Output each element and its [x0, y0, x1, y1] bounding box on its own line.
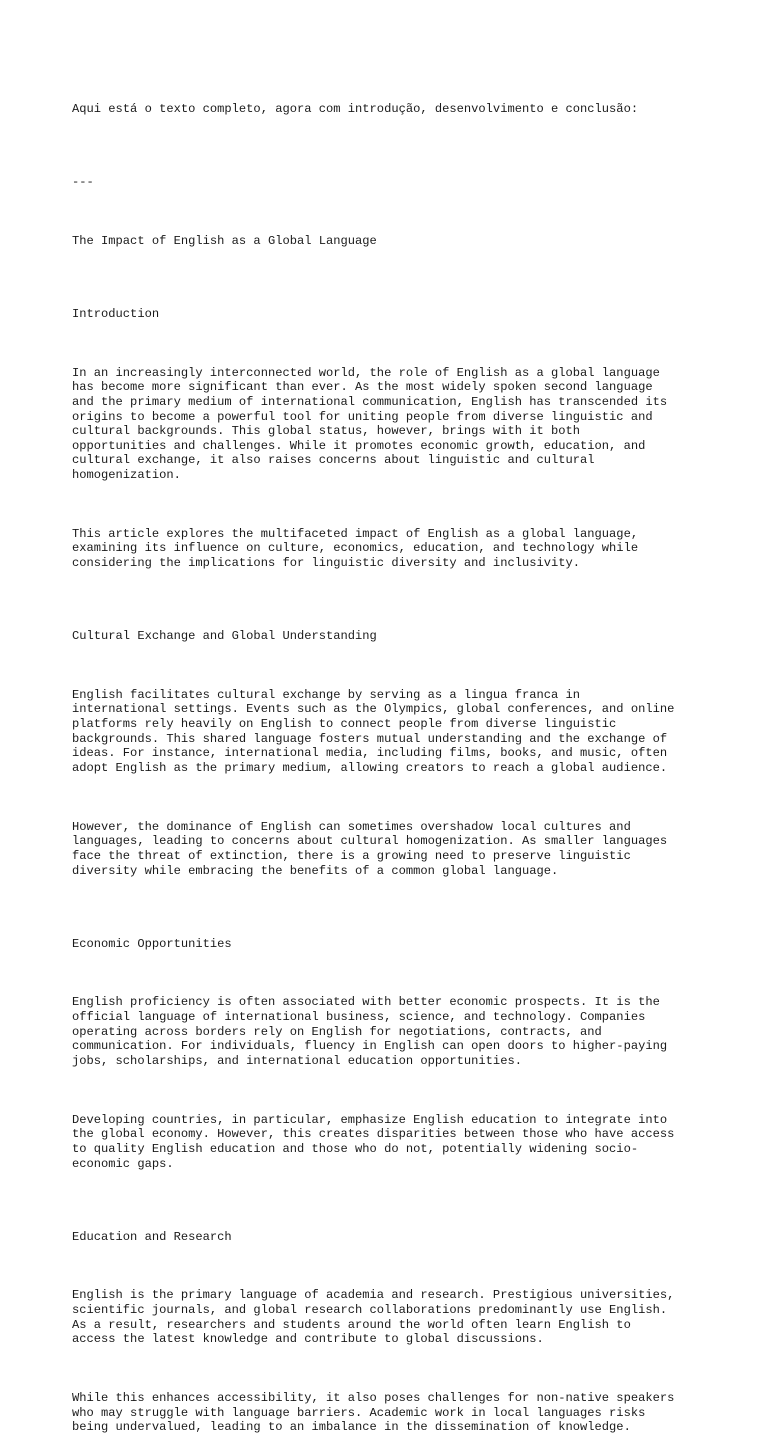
paragraph: This article explores the multifaceted impact of English as a global language, examining its influence on culture, economics, education, and technology while considering the implications for linguistic diversity and inclusivity. [72, 526, 639, 570]
section-heading-education-research: Education and Research [72, 1229, 232, 1244]
paragraph: English proficiency is often associated with better economic prospects. It is the official language of international business, science, and technology. Companies operating across borders rely on English for negotiations, contracts, and communication. For individuals, fluency in English can open doors to higher-paying jobs, scholarships, and international education opportunities. [72, 995, 668, 1068]
document-title: The Impact of English as a Global Language [72, 233, 377, 248]
separator: --- [72, 175, 94, 190]
paragraph: However, the dominance of English can sometimes overshadow local cultures and languages, leading to concerns about cultural homogenization. As smaller languages face the threat of extinction, there is a growing need to preserve linguistic diversity while embracing the benefits of a common global language. [72, 819, 668, 878]
document-page [72, 73, 712, 1449]
paragraph: While this enhances accessibility, it also poses challenges for non-native speakers who may struggle with language barriers. Academic work in local languages risks being undervalued, leading to an imbalance in the dissemination of knowledge. [72, 1390, 675, 1435]
paragraph: English is the primary language of academia and research. Prestigious universities, scientific journals, and global research collaborations predominantly use English. As a result, researchers and students around the world often learn English to access the latest knowledge and contribute to global discussions. [72, 1288, 675, 1347]
section-heading-introduction: Introduction [72, 306, 160, 321]
paragraph: Developing countries, in particular, emphasize English education to integrate into the global economy. However, this creates disparities between those who have access to quality English education and those who do not, potentially widening socio- economic gaps. [72, 1112, 675, 1171]
section-heading-economic-opportunities: Economic Opportunities [72, 936, 232, 951]
section-heading-cultural-exchange: Cultural Exchange and Global Understanding [72, 629, 377, 644]
paragraph: In an increasingly interconnected world, the role of English as a global language has become more significant than ever. As the most widely spoken second language and the primary medium of international communication, English has transcended its origins to become a powerful tool for uniting people from diverse linguistic and cultural backgrounds. This global status, however, brings with it both opportunities and challenges. While it promotes economic growth, education, and cultural exchange, it also raises concerns about linguistic and cultural homogenization. [72, 365, 668, 483]
paragraph: English facilitates cultural exchange by serving as a lingua franca in international settings. Events such as the Olympics, global conferences, and online platforms rely heavily on English to connect people from diverse linguistic backgrounds. This shared language fosters mutual understanding and the exchange of ideas. For instance, international media, including films, books, and music, often adopt English as the primary medium, allowing creators to reach a global audience. [72, 687, 675, 776]
intro-line: Aqui está o texto completo, agora com introdução, desenvolvimento e conclusão: [72, 102, 639, 117]
